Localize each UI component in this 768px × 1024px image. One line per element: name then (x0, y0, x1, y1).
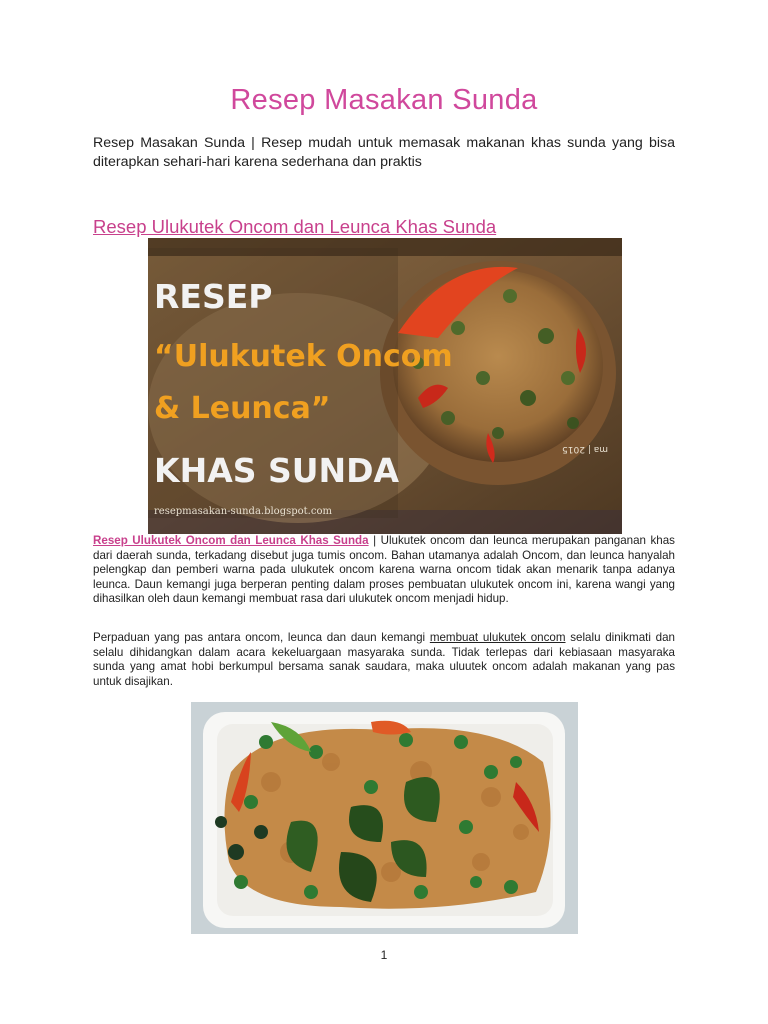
paragraph-2-after: selalu dinikmati dan selalu dihidangkan dalam acara kekeluargaan masyaraka sunda. Tidak terlepas dari kebiasaan masyaraka sunda yang amat hobi berkumpul bersama sanak saudara, maka uluutek oncom adalah makanan yang pas untuk disajikan. (93, 631, 675, 688)
hero-line-4: KHAS SUNDA (154, 451, 400, 490)
hero-line-3: & Leunca” (154, 391, 331, 426)
hero-line-2: “Ulukutek Oncom (154, 339, 453, 374)
article-inline-link[interactable]: Resep Ulukutek Oncom dan Leunca Khas Sunda (93, 534, 369, 547)
intro-paragraph: Resep Masakan Sunda | Resep mudah untuk memasak makanan khas sunda yang bisa diterapkan sehari-hari karena sederhana dan praktis (93, 135, 675, 170)
hero-watermark: resepmasakan-sunda.blogspot.com (154, 506, 332, 517)
post-title-link[interactable]: Resep Ulukutek Oncom dan Leunca Khas Sunda (93, 216, 497, 237)
body-paragraph-2 (93, 631, 675, 689)
page-title: Resep Masakan Sunda (230, 84, 538, 116)
recipe-inline-link[interactable]: membuat ulukutek oncom (429, 631, 566, 644)
dish-photo (191, 702, 578, 934)
hero-stamp: ma | 2015 (562, 444, 608, 454)
body-paragraph-1 (93, 534, 675, 607)
paragraph-1-text: | Ulukutek oncom dan leunca merupakan panganan khas dari daerah sunda, terkadang disebut juga tumis oncom. Bahan utamanya adalah Oncom, dan leunca hanyalah pelengkap dan pemberi warna pada ulukutek oncom karena warna oncom tidak akan menarik tanpa adanya leunca. Daun kemangi juga berperan penting dalam proses pembuatan ulukutek oncom ini, karena wangi yang dihasilkan oleh daun kemangi membuat rasa dari ulukutek oncom menjadi hidup. (93, 534, 675, 606)
hero-line-1: RESEP (154, 277, 273, 316)
hero-image (148, 238, 622, 534)
paragraph-2-before: Perpaduan yang pas antara oncom, leunca dan daun kemangi (93, 631, 430, 644)
page-number: 1 (380, 948, 388, 962)
